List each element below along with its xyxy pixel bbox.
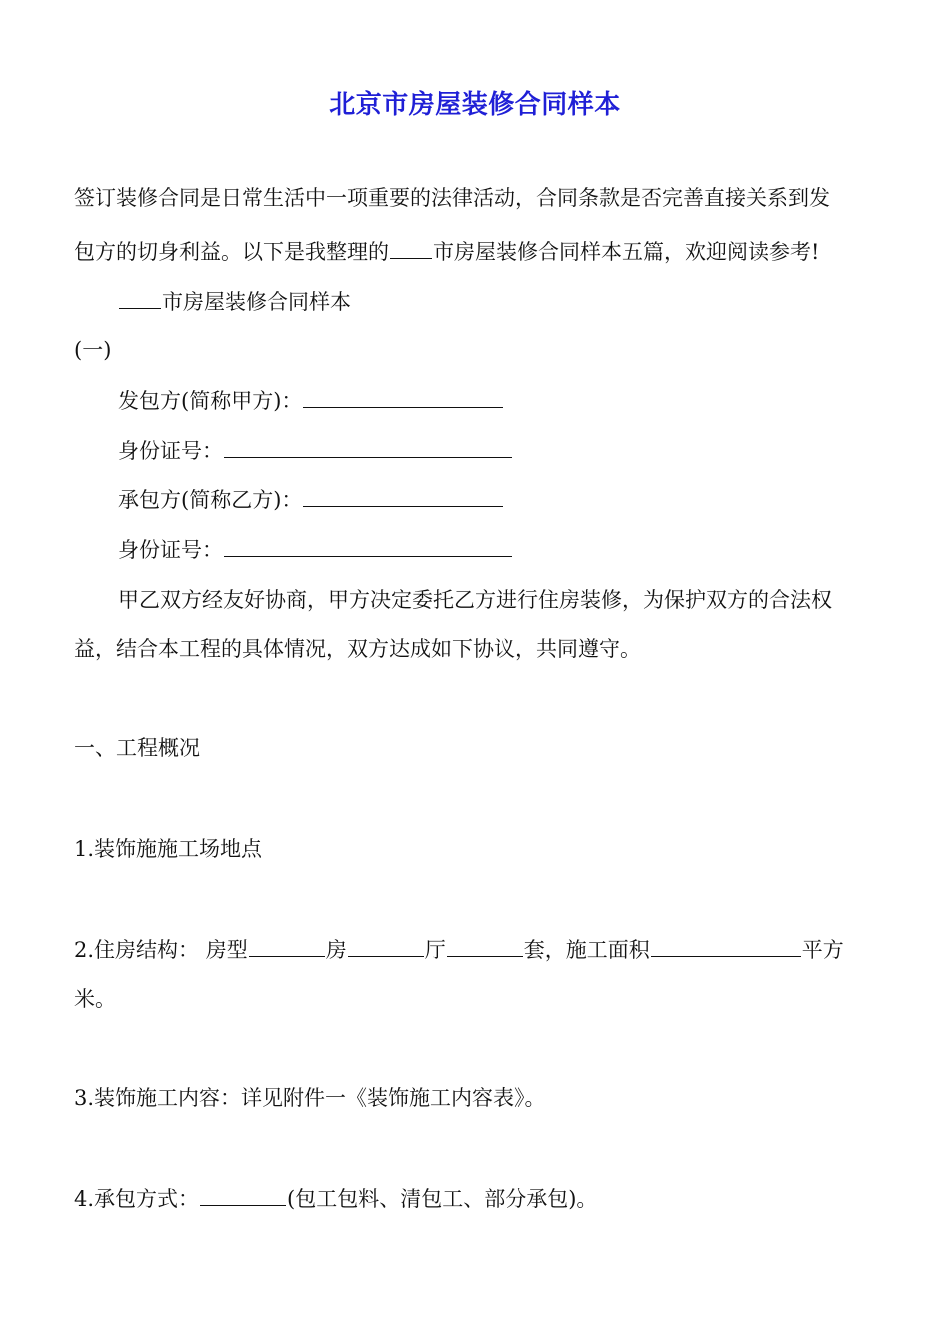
party-b-id-blank bbox=[224, 534, 512, 557]
item-4-text-b: (包工包料、清包工、部分承包)。 bbox=[287, 1187, 598, 1211]
blank-contract-type bbox=[200, 1183, 286, 1206]
item-4 bbox=[74, 1183, 597, 1214]
part-number: (一) bbox=[74, 338, 112, 362]
party-b-blank bbox=[303, 484, 503, 507]
party-b-line bbox=[118, 484, 504, 515]
party-b-id-line bbox=[118, 534, 513, 565]
agreement-line-2: 益，结合本工程的具体情况，双方达成如下协议，共同遵守。 bbox=[74, 637, 641, 661]
party-a-id-line bbox=[118, 435, 513, 466]
item-2-text-a: 2.住房结构： 房型 bbox=[74, 938, 248, 962]
item-2-line-2: 米。 bbox=[74, 987, 116, 1011]
blank-rooms bbox=[249, 934, 325, 957]
item-2-line-1 bbox=[74, 934, 844, 965]
intro-text-b: 市房屋装修合同样本五篇，欢迎阅读参考! bbox=[433, 240, 820, 264]
document-title: 北京市房屋装修合同样本 bbox=[329, 90, 621, 120]
item-3: 3.装饰施工内容：详见附件一《装饰施工内容表》。 bbox=[74, 1086, 546, 1110]
blank-halls bbox=[348, 934, 424, 957]
item-1: 1.装饰施施工场地点 bbox=[74, 837, 263, 861]
party-b-label: 承包方(简称乙方)： bbox=[118, 488, 303, 512]
blank-area bbox=[651, 934, 801, 957]
party-a-label: 发包方(简称甲方)： bbox=[118, 389, 303, 413]
intro-text-a: 包方的切身利益。以下是我整理的 bbox=[74, 240, 389, 264]
item-2-text-d: 套，施工面积 bbox=[523, 938, 650, 962]
intro-line-1: 签订装修合同是日常生活中一项重要的法律活动，合同条款是否完善直接关系到发 bbox=[74, 186, 830, 210]
section-1-heading: 一、工程概况 bbox=[74, 736, 200, 760]
item-2-text-e: 平方 bbox=[801, 938, 844, 962]
party-a-id-blank bbox=[224, 435, 512, 458]
party-a-blank bbox=[303, 385, 503, 408]
blank-sets bbox=[447, 934, 523, 957]
item-2-text-c: 厅 bbox=[424, 938, 446, 962]
intro-line-2 bbox=[74, 236, 819, 267]
agreement-line-1: 甲乙双方经友好协商，甲方决定委托乙方进行住房装修，为保护双方的合法权 bbox=[118, 588, 832, 612]
party-b-id-label: 身份证号： bbox=[118, 538, 223, 562]
blank-city-intro bbox=[390, 236, 432, 259]
item-2-text-b: 房 bbox=[325, 938, 347, 962]
party-a-line bbox=[118, 385, 504, 416]
party-a-id-label: 身份证号： bbox=[118, 439, 223, 463]
subtitle-line bbox=[118, 286, 351, 317]
subtitle-text: 市房屋装修合同样本 bbox=[162, 290, 351, 314]
item-4-text-a: 4.承包方式： bbox=[74, 1187, 200, 1211]
blank-city-subtitle bbox=[119, 286, 161, 309]
